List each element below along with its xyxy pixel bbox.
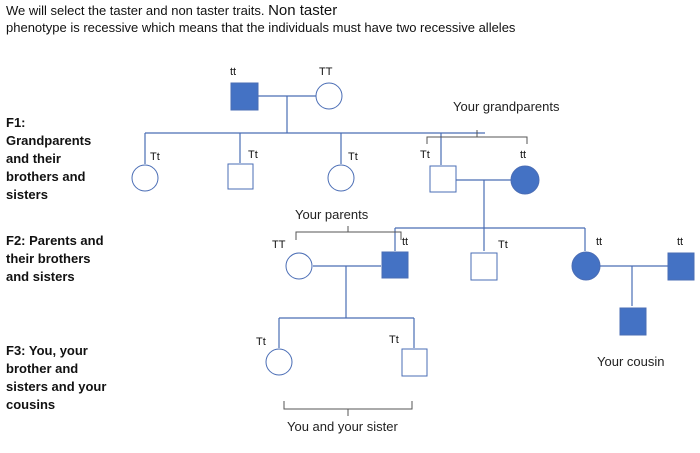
genotype-g0-female: TT xyxy=(319,66,333,78)
f2-label: F2: Parents and their brothers and sisters xyxy=(6,233,104,284)
you-square xyxy=(402,349,427,376)
father-affected-square xyxy=(382,252,408,278)
genotype-f1-c3: Tt xyxy=(348,151,358,163)
intro-part2: Non taster xyxy=(268,2,338,19)
intro-part1: We will select the taster and non taster traits. xyxy=(6,3,265,18)
genotype-f2-f3: tt xyxy=(596,236,603,248)
siblings-bracket xyxy=(284,401,412,409)
cousin-affected-square xyxy=(620,308,646,335)
grandparents-bracket xyxy=(427,137,527,144)
genotype-f1-c4: Tt xyxy=(420,149,430,161)
sister-circle xyxy=(266,349,292,375)
your-cousin-label: Your cousin xyxy=(597,354,665,369)
connector-lines xyxy=(145,96,668,348)
f3-label: F3: You, your brother and sisters and your cousins xyxy=(6,343,107,412)
genotype-f2-m2: Tt xyxy=(498,239,508,251)
f1-great-aunt2-circle xyxy=(328,165,354,191)
genotype-f1-c1: Tt xyxy=(150,151,160,163)
grandmother-circle xyxy=(316,83,342,109)
mother-circle xyxy=(286,253,312,279)
aunt-affected-circle xyxy=(572,252,600,280)
genotype-g0-male: tt xyxy=(230,66,237,78)
genotype-f1-c2: Tt xyxy=(248,149,258,161)
genotype-f2-father: tt xyxy=(402,236,409,248)
intro-part3: phenotype is recessive which means that the individuals must have two recessive alleles xyxy=(6,20,516,35)
your-grandparents-label: Your grandparents xyxy=(453,99,560,114)
genotype-f1-gm: tt xyxy=(520,149,527,161)
grandfather-square xyxy=(430,166,456,192)
genotype-f3-you: Tt xyxy=(389,334,399,346)
you-and-sister-label: You and your sister xyxy=(287,419,398,434)
f1-label: F1: Grandparents and their brothers and sisters xyxy=(6,115,92,202)
your-parents-label: Your parents xyxy=(295,207,369,222)
f1-great-aunt-circle xyxy=(132,165,158,191)
aunt-spouse-affected-square xyxy=(668,253,694,280)
grandfather-affected-square xyxy=(231,83,258,110)
parents-bracket xyxy=(296,232,401,240)
uncle-square xyxy=(471,253,497,280)
f1-great-uncle-square xyxy=(228,164,253,189)
genotype-f2-spouse: tt xyxy=(677,236,684,248)
genotype-f3-sister: Tt xyxy=(256,336,266,348)
grandmother-affected-circle xyxy=(511,166,539,194)
genotype-f2-mother: TT xyxy=(272,239,286,251)
